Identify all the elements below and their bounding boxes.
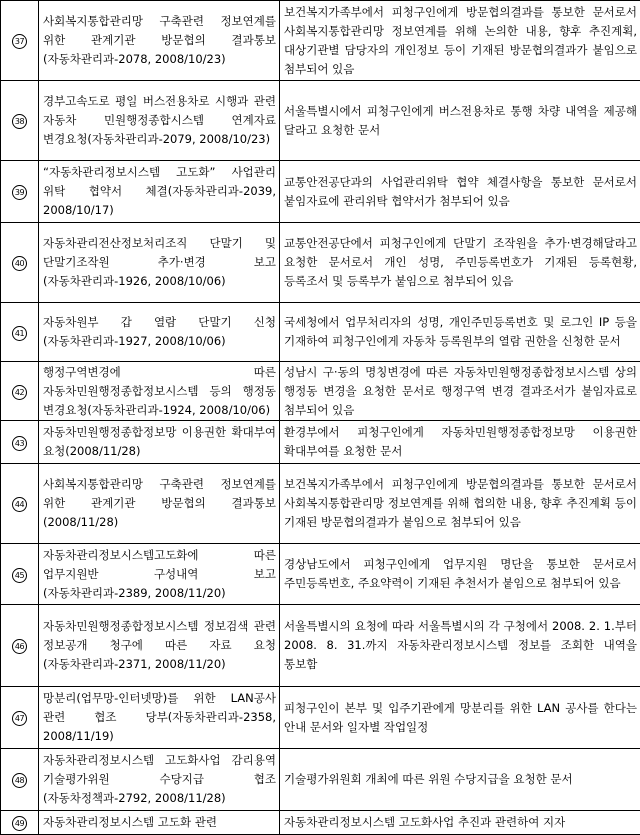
document-description: 환경부에서 피청구인에게 자동차민원행정종합정보망 이용권한 확대부여를 요청한 문서: [280, 421, 640, 464]
row-number-cell: [1, 421, 39, 464]
document-description: 교통안전공단에서 피청구인에게 단말기 조작원을 추가·변경해달라고 요청한 문서로서 개인 성명, 주민등록번호가 기재된 등록현황, 등록조서 및 등록부가 붙임으로 첨부되어 있음: [280, 223, 640, 303]
document-title: 자동차관리정보시스템 고도화사업 감리용역 기술평가위원 수당지급 협조(자동차정책과-2792, 2008/11/28): [39, 749, 280, 811]
document-title: 사회복지통합관리망 구축관련 정보연계를 위한 관계기관 방문협의 결과통보(2008/11/28): [39, 464, 280, 544]
document-title: 망분리(업무망-인터넷망)를 위한 LAN공사 관련 협조 당부(자동차관리과-2358, 2008/11/19): [39, 687, 280, 749]
row-number: 43: [12, 436, 27, 451]
row-number: 42: [12, 385, 27, 400]
table-row: [1, 421, 640, 464]
row-number-cell: [1, 749, 39, 811]
table-row: [1, 1, 640, 81]
document-description: 서울특별시의 요청에 따라 서울특별시의 각 구청에서 2008. 2. 1.부터 2008. 8. 31.까지 자동차관리정보시스템 정보를 조회한 내역을 통보함: [280, 605, 640, 687]
row-number-cell: [1, 161, 39, 223]
row-number-cell: [1, 303, 39, 362]
document-description: 보건복지가족부에서 피청구인에게 방문협의결과를 통보한 문서로서 사회복지통합관리망 정보연계를 위해 논의한 내용, 향후 추진계획, 대상기관별 담당자의 개인정보 등이 기재된 방문협의결과가 붙임으로 첨부되어 있음: [280, 1, 640, 81]
table-row: [1, 749, 640, 811]
document-description: 서울특별시에서 피청구인에게 버스전용차로 통행 차량 내역을 제공해 달라고 요청한 문서: [280, 81, 640, 161]
table-row: [1, 161, 640, 223]
table-row: [1, 605, 640, 687]
row-number-cell: [1, 464, 39, 544]
row-number-cell: [1, 362, 39, 421]
document-description: 국세청에서 업무처리자의 성명, 개인주민등록번호 및 로그인 IP 등을 기재하여 피청구인에게 자동차 등록원부의 열람 권한을 신청한 문서: [280, 303, 640, 362]
row-number-cell: [1, 1, 39, 81]
document-title: 자동차원부 갑 열람 단말기 신청(자동차관리과-1927, 2008/10/06): [39, 303, 280, 362]
document-title: “자동차관리정보시스템 고도화” 사업관리 위탁 협약서 체결(자동차관리과-2039, 2008/10/17): [39, 161, 280, 223]
row-number: 48: [12, 773, 27, 788]
document-title: 사회복지통합관리망 구축관련 정보연계를 위한 관계기관 방문협의 결과통보(자동차관리과-2078, 2008/10/23): [39, 1, 280, 81]
document-description: 기술평가위원회 개최에 따른 위원 수당지급을 요청한 문서: [280, 749, 640, 811]
table-row: [1, 362, 640, 421]
row-number-cell: [1, 544, 39, 605]
document-title: 자동차관리전산정보처리조직 단말기 및 단말기조작원 추가·변경 보고(자동차관리과-1926, 2008/10/06): [39, 223, 280, 303]
document-description: 교통안전공단과의 사업관리위탁 협약 체결사항을 통보한 문서로서 붙임자료에 관리위탁 협약서가 첨부되어 있음: [280, 161, 640, 223]
document-title: 자동차관리정보시스템고도화에 따른 업무지원반 구성내역 보고(자동차관리과-2389, 2008/11/20): [39, 544, 280, 605]
document-description: 경상남도에서 피청구인에게 업무지원 명단을 통보한 문서로서 주민등록번호, 주요약력이 기재된 추천서가 붙임으로 첨부되어 있음: [280, 544, 640, 605]
row-number-cell: [1, 811, 39, 835]
table-row: [1, 303, 640, 362]
row-number-cell: [1, 687, 39, 749]
document-title: 경부고속도로 평일 버스전용차로 시행과 관련 자동차 민원행정종합시스템 연계자료 변경요청(자동차관리과-2079, 2008/10/23): [39, 81, 280, 161]
document-title: 자동차관리정보시스템 고도화 관련: [39, 811, 280, 835]
document-title: 자동차민원행정종합정보시스템 정보검색 관련 정보공개 청구에 따른 자료 요청(자동차관리과-2371, 2008/11/20): [39, 605, 280, 687]
row-number: 39: [12, 185, 27, 200]
row-number: 41: [12, 326, 27, 341]
document-description: 자동차관리정보시스템 고도화사업 추진과 관련하여 지자: [280, 811, 640, 835]
row-number: 37: [12, 34, 27, 49]
table-row: [1, 544, 640, 605]
document-title: 자동차민원행정종합정보망 이용권한 확대부여 요청(2008/11/28): [39, 421, 280, 464]
document-description: 성남시 구·동의 명칭변경에 따른 자동차민원행정종합정보시스템 상의 행정동 변경을 요청한 문서로 행정구역 변경 결과조서가 붙임자료로 첨부되어 있음: [280, 362, 640, 421]
row-number: 46: [12, 639, 27, 654]
row-number: 40: [12, 256, 27, 271]
row-number-cell: [1, 81, 39, 161]
row-number: 44: [12, 497, 27, 512]
document-description: 피청구인이 본부 및 입주기관에게 망분리를 위한 LAN 공사를 한다는 안내 문서와 일자별 작업일정: [280, 687, 640, 749]
row-number: 49: [12, 816, 27, 831]
table-row: [1, 223, 640, 303]
table-row: [1, 811, 640, 835]
table-row: [1, 81, 640, 161]
document-title: 행정구역변경에 따른 자동차민원행정종합정보시스템 등의 행정동 변경요청(자동차관리과-1924, 2008/10/06): [39, 362, 280, 421]
table-row: [1, 464, 640, 544]
row-number: 47: [12, 711, 27, 726]
document-description: 보건복지가족부에서 피청구인에게 방문협의결과를 통보한 문서로서 사회복지통합관리망 정보연계를 위해 협의한 내용, 향후 추진계획 등이 기재된 방문협의결과가 붙임으로 첨부되어 있음: [280, 464, 640, 544]
row-number: 45: [12, 568, 27, 583]
row-number-cell: [1, 605, 39, 687]
row-number-cell: [1, 223, 39, 303]
row-number: 38: [12, 114, 27, 129]
table-row: [1, 687, 640, 749]
